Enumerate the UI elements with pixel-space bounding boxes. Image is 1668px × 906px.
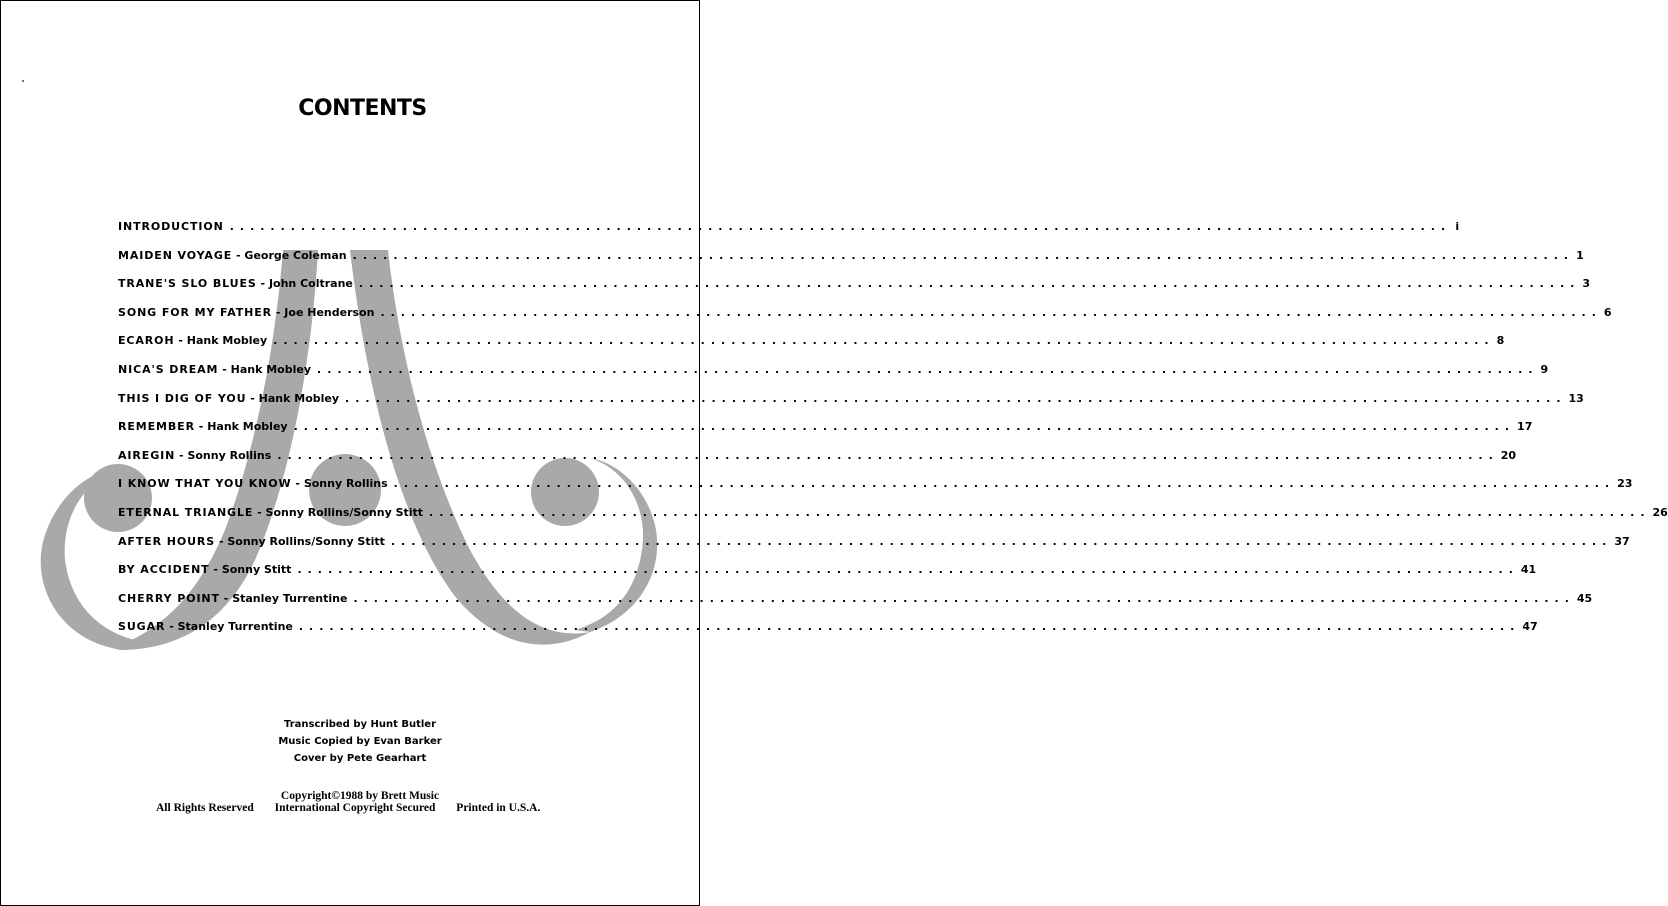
toc-page-number: 47 bbox=[1522, 620, 1538, 634]
toc-page-number: 17 bbox=[1517, 420, 1533, 434]
toc-separator: - bbox=[256, 277, 269, 291]
toc-dot-leader: ........................................................................................................................ bbox=[352, 248, 1575, 262]
toc-separator: - bbox=[253, 505, 266, 519]
toc-page-number: 20 bbox=[1500, 448, 1517, 462]
toc-song-title: INTRODUCTION bbox=[118, 220, 224, 233]
toc-entry bbox=[118, 591, 1593, 621]
toc-page-number: 37 bbox=[1614, 534, 1630, 548]
toc-separator: - bbox=[291, 477, 304, 491]
paper-speck bbox=[22, 80, 24, 82]
toc-artist: Sonny Rollins/Sonny Stitt bbox=[227, 534, 385, 548]
toc-dot-leader: ........................................................................................................................ bbox=[297, 563, 1519, 577]
toc-song-title: BY ACCIDENT bbox=[118, 563, 210, 577]
toc-page-number: 41 bbox=[1520, 563, 1537, 577]
toc-page-number: 8 bbox=[1496, 334, 1505, 348]
toc-song-title: MAIDEN VOYAGE bbox=[118, 248, 233, 262]
toc-song-title: ETERNAL TRIANGLE bbox=[118, 505, 254, 519]
toc-dot-leader: ........................................................................................................................ bbox=[277, 448, 1499, 462]
toc-entry bbox=[118, 277, 1591, 306]
toc-song-title: REMEMBER bbox=[118, 420, 195, 434]
copyright-line: Copyright©1988 by Brett Music bbox=[280, 790, 440, 802]
toc-separator: - bbox=[272, 305, 285, 319]
toc-artist: Sonny Rollins bbox=[303, 477, 388, 491]
toc-separator: - bbox=[215, 534, 228, 548]
printed-in: Printed in U.S.A. bbox=[456, 802, 541, 814]
toc-song-title: CHERRY POINT bbox=[118, 591, 220, 605]
toc-entry bbox=[118, 563, 1537, 592]
toc-separator: - bbox=[174, 334, 187, 348]
toc-dot-leader: ........................................................................................................................ bbox=[380, 305, 1602, 319]
toc-separator: - bbox=[165, 620, 178, 634]
toc-song-title: AFTER HOURS bbox=[118, 534, 216, 548]
toc-entry bbox=[118, 334, 1505, 363]
toc-song-title: TRANE'S SLO BLUES bbox=[118, 277, 257, 291]
toc-artist: Sonny Rollins bbox=[187, 448, 272, 462]
toc-entry bbox=[118, 505, 1668, 535]
toc-entry bbox=[118, 248, 1584, 278]
toc-dot-leader: ........................................................................................................................ bbox=[358, 277, 1581, 291]
toc-artist: Joe Henderson bbox=[284, 305, 375, 319]
toc-artist: Sonny Rollins/Sonny Stitt bbox=[265, 505, 424, 519]
toc-song-title: AIREGIN bbox=[118, 448, 176, 462]
table-of-contents bbox=[118, 220, 1668, 649]
toc-page-number: 6 bbox=[1603, 305, 1612, 319]
toc-separator: - bbox=[175, 448, 188, 462]
toc-dot-leader: ........................................................................................................................ bbox=[298, 620, 1521, 634]
toc-artist: Sonny Stitt bbox=[221, 563, 292, 577]
toc-page-number: 26 bbox=[1652, 505, 1668, 519]
copied-credit: Music Copied by Evan Barker bbox=[278, 736, 442, 747]
toc-artist: Hank Mobley bbox=[230, 362, 312, 376]
toc-dot-leader: ........................................................................................................................ bbox=[273, 334, 1495, 348]
toc-separator: - bbox=[219, 591, 233, 605]
toc-artist: Hank Mobley bbox=[258, 391, 340, 405]
toc-page-number: 23 bbox=[1617, 477, 1633, 491]
toc-entry bbox=[118, 448, 1517, 478]
toc-entry bbox=[118, 420, 1533, 449]
toc-artist: Stanley Turrentine bbox=[177, 620, 293, 634]
toc-dot-leader: ........................................................................................................................ bbox=[345, 391, 1567, 405]
toc-page-number: i bbox=[1455, 220, 1460, 233]
toc-song-title: ECAROH bbox=[118, 334, 175, 348]
credits-block bbox=[0, 716, 720, 767]
page-title: CONTENTS bbox=[298, 96, 427, 121]
international-copyright: International Copyright Secured bbox=[274, 802, 436, 814]
toc-dot-leader: ........................................................................................................................ bbox=[229, 220, 1452, 233]
toc-song-title: SONG FOR MY FATHER bbox=[118, 305, 273, 319]
toc-dot-leader: ........................................................................................................................ bbox=[353, 591, 1575, 605]
toc-artist: John Coltrane bbox=[268, 277, 353, 291]
toc-entry bbox=[118, 305, 1612, 335]
toc-page-number: 9 bbox=[1540, 362, 1549, 376]
toc-artist: George Coleman bbox=[244, 248, 347, 262]
toc-entry bbox=[118, 391, 1584, 421]
toc-song-title: I KNOW THAT YOU KNOW bbox=[118, 477, 292, 491]
toc-dot-leader: ........................................................................................................................ bbox=[317, 362, 1539, 376]
toc-page-number: 3 bbox=[1582, 277, 1591, 291]
cover-credit: Cover by Pete Gearhart bbox=[293, 753, 427, 764]
toc-entry bbox=[118, 362, 1549, 392]
toc-dot-leader: ........................................................................................................................ bbox=[393, 477, 1616, 491]
toc-page-number: 45 bbox=[1576, 591, 1593, 605]
toc-dot-leader: ........................................................................................................................ bbox=[429, 505, 1651, 519]
toc-entry bbox=[118, 220, 1460, 249]
toc-artist: Hank Mobley bbox=[186, 334, 268, 348]
toc-entry bbox=[118, 477, 1633, 506]
all-rights-reserved: All Rights Reserved bbox=[156, 802, 254, 814]
toc-dot-leader: ........................................................................................................................ bbox=[390, 534, 1613, 548]
toc-separator: - bbox=[209, 563, 222, 577]
toc-song-title: THIS I DIG OF YOU bbox=[118, 391, 247, 405]
toc-song-title: NICA'S DREAM bbox=[118, 362, 219, 376]
toc-dot-leader: ........................................................................................................................ bbox=[293, 420, 1516, 434]
toc-entry bbox=[118, 620, 1538, 649]
toc-page-number: 1 bbox=[1576, 248, 1584, 262]
toc-page-number: 13 bbox=[1568, 391, 1584, 405]
toc-separator: - bbox=[246, 391, 259, 405]
toc-separator: - bbox=[194, 420, 208, 434]
toc-artist: Hank Mobley bbox=[207, 420, 288, 434]
toc-song-title: SUGAR bbox=[118, 620, 166, 634]
toc-entry bbox=[118, 534, 1630, 564]
toc-artist: Stanley Turrentine bbox=[232, 591, 348, 605]
transcribed-credit: Transcribed by Hunt Butler bbox=[283, 719, 437, 730]
rights-line bbox=[156, 802, 558, 814]
toc-separator: - bbox=[232, 248, 245, 262]
toc-separator: - bbox=[218, 362, 231, 376]
